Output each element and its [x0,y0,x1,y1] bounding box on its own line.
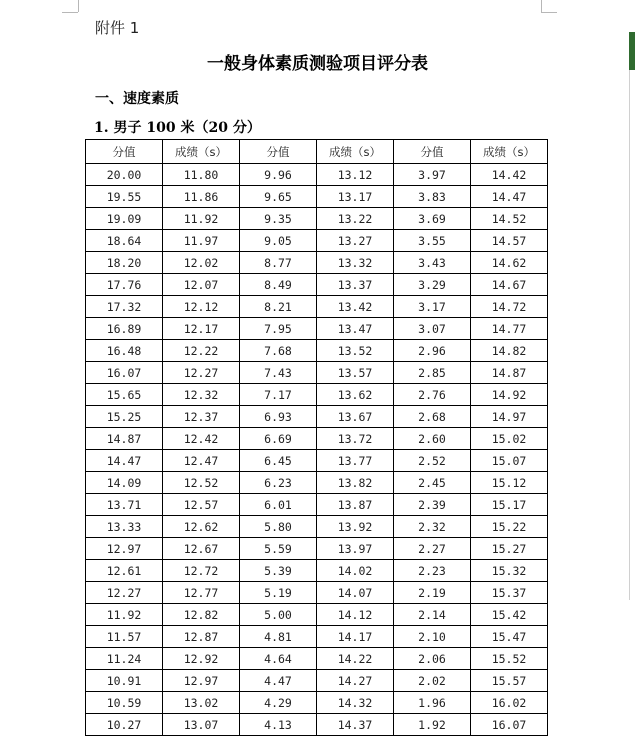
table-cell: 12.12 [163,296,240,318]
table-cell: 6.01 [240,494,317,516]
table-cell: 12.07 [163,274,240,296]
table-cell: 14.32 [317,692,394,714]
table-cell: 2.10 [394,626,471,648]
table-cell: 2.27 [394,538,471,560]
table-cell: 2.19 [394,582,471,604]
table-cell: 2.85 [394,362,471,384]
table-cell: 5.80 [240,516,317,538]
table-row [86,384,548,406]
section-heading: 一、速度素质 [95,91,179,107]
table-cell: 15.65 [86,384,163,406]
table-cell: 14.82 [471,340,548,362]
table-cell: 13.22 [317,208,394,230]
table-cell: 2.45 [394,472,471,494]
table-cell: 14.87 [86,428,163,450]
table-cell: 15.52 [471,648,548,670]
table-cell: 4.13 [240,714,317,736]
table-cell: 4.47 [240,670,317,692]
table-row [86,516,548,538]
table-cell: 15.27 [471,538,548,560]
table-cell: 2.60 [394,428,471,450]
table-cell: 2.68 [394,406,471,428]
column-header: 分值 [394,140,471,164]
table-cell: 14.42 [471,164,548,186]
table-cell: 16.89 [86,318,163,340]
table-cell: 10.59 [86,692,163,714]
subsection-heading: 1. 男子 100 米（20 分） [94,120,261,136]
table-cell: 12.67 [163,538,240,560]
table-cell: 13.92 [317,516,394,538]
table-cell: 12.52 [163,472,240,494]
table-cell: 12.92 [163,648,240,670]
page-edge-divider [629,70,630,600]
table-cell: 14.72 [471,296,548,318]
table-cell: 16.48 [86,340,163,362]
table-cell: 3.97 [394,164,471,186]
table-row [86,604,548,626]
table-cell: 2.76 [394,384,471,406]
table-cell: 2.06 [394,648,471,670]
table-cell: 7.68 [240,340,317,362]
table-cell: 12.02 [163,252,240,274]
table-cell: 15.22 [471,516,548,538]
table-row [86,692,548,714]
table-cell: 7.17 [240,384,317,406]
table-cell: 5.19 [240,582,317,604]
table-cell: 13.27 [317,230,394,252]
table-cell: 17.32 [86,296,163,318]
table-cell: 14.12 [317,604,394,626]
table-cell: 12.72 [163,560,240,582]
table-cell: 14.97 [471,406,548,428]
table-cell: 6.23 [240,472,317,494]
table-cell: 2.32 [394,516,471,538]
table-cell: 13.62 [317,384,394,406]
table-cell: 13.87 [317,494,394,516]
table-cell: 13.97 [317,538,394,560]
table-cell: 14.17 [317,626,394,648]
table-cell: 20.00 [86,164,163,186]
table-cell: 5.39 [240,560,317,582]
table-cell: 15.57 [471,670,548,692]
table-cell: 15.37 [471,582,548,604]
table-row [86,406,548,428]
attachment-label: 附件 1 [95,19,140,37]
crop-mark-top-right [541,12,557,13]
table-row [86,714,548,736]
table-cell: 12.57 [163,494,240,516]
table-cell: 3.29 [394,274,471,296]
table-row [86,230,548,252]
column-header: 分值 [240,140,317,164]
table-cell: 6.93 [240,406,317,428]
table-cell: 13.82 [317,472,394,494]
table-cell: 12.32 [163,384,240,406]
table-cell: 15.32 [471,560,548,582]
table-cell: 13.72 [317,428,394,450]
table-row [86,582,548,604]
crop-mark-top-right [541,0,542,12]
table-cell: 2.02 [394,670,471,692]
table-cell: 16.07 [86,362,163,384]
table-cell: 14.09 [86,472,163,494]
table-cell: 13.12 [317,164,394,186]
table-cell: 9.65 [240,186,317,208]
table-cell: 1.96 [394,692,471,714]
table-cell: 2.39 [394,494,471,516]
table-cell: 11.24 [86,648,163,670]
crop-mark-top-left [62,12,78,13]
table-cell: 18.64 [86,230,163,252]
table-cell: 15.25 [86,406,163,428]
table-row [86,472,548,494]
table-cell: 11.86 [163,186,240,208]
table-cell: 12.27 [86,582,163,604]
table-cell: 12.62 [163,516,240,538]
table-cell: 2.52 [394,450,471,472]
table-cell: 15.17 [471,494,548,516]
table-row [86,494,548,516]
table-row [86,252,548,274]
table-cell: 7.43 [240,362,317,384]
table-cell: 3.43 [394,252,471,274]
table-cell: 5.59 [240,538,317,560]
table-header-row [86,140,548,164]
table-cell: 12.27 [163,362,240,384]
table-cell: 14.62 [471,252,548,274]
table-row [86,318,548,340]
table-cell: 14.67 [471,274,548,296]
table-cell: 13.32 [317,252,394,274]
table-cell: 13.07 [163,714,240,736]
table-cell: 14.92 [471,384,548,406]
table-cell: 15.07 [471,450,548,472]
table-cell: 11.80 [163,164,240,186]
table-cell: 13.02 [163,692,240,714]
table-cell: 11.92 [86,604,163,626]
table-cell: 4.81 [240,626,317,648]
table-cell: 13.52 [317,340,394,362]
table-cell: 10.91 [86,670,163,692]
column-header: 分值 [86,140,163,164]
table-cell: 2.96 [394,340,471,362]
table-cell: 13.17 [317,186,394,208]
table-cell: 8.77 [240,252,317,274]
table-cell: 14.52 [471,208,548,230]
table-cell: 13.77 [317,450,394,472]
table-row [86,186,548,208]
table-cell: 12.77 [163,582,240,604]
table-cell: 12.22 [163,340,240,362]
table-cell: 7.95 [240,318,317,340]
table-cell: 17.76 [86,274,163,296]
column-header: 成绩（s） [317,140,394,164]
table-cell: 12.37 [163,406,240,428]
table-cell: 13.33 [86,516,163,538]
table-cell: 13.37 [317,274,394,296]
table-cell: 14.07 [317,582,394,604]
table-cell: 3.83 [394,186,471,208]
table-cell: 3.69 [394,208,471,230]
table-cell: 12.17 [163,318,240,340]
table-cell: 10.27 [86,714,163,736]
table-cell: 12.61 [86,560,163,582]
table-cell: 3.17 [394,296,471,318]
table-cell: 14.47 [471,186,548,208]
table-cell: 12.97 [86,538,163,560]
table-cell: 6.69 [240,428,317,450]
table-cell: 15.42 [471,604,548,626]
table-row [86,670,548,692]
table-cell: 13.42 [317,296,394,318]
table-cell: 19.55 [86,186,163,208]
table-cell: 9.35 [240,208,317,230]
table-row [86,208,548,230]
table-row [86,428,548,450]
table-cell: 4.29 [240,692,317,714]
table-cell: 8.49 [240,274,317,296]
column-header: 成绩（s） [163,140,240,164]
table-cell: 12.47 [163,450,240,472]
table-cell: 11.97 [163,230,240,252]
table-row [86,626,548,648]
table-cell: 2.23 [394,560,471,582]
table-row [86,538,548,560]
table-row [86,340,548,362]
table-cell: 14.27 [317,670,394,692]
table-cell: 12.82 [163,604,240,626]
table-cell: 12.87 [163,626,240,648]
table-cell: 16.02 [471,692,548,714]
table-cell: 14.57 [471,230,548,252]
table-cell: 12.97 [163,670,240,692]
table-row [86,450,548,472]
table-row [86,164,548,186]
table-row [86,274,548,296]
table-cell: 14.47 [86,450,163,472]
table-cell: 13.57 [317,362,394,384]
table-cell: 14.77 [471,318,548,340]
table-cell: 3.07 [394,318,471,340]
score-table [85,139,548,736]
table-cell: 11.92 [163,208,240,230]
table-cell: 13.67 [317,406,394,428]
table-cell: 19.09 [86,208,163,230]
column-header: 成绩（s） [471,140,548,164]
table-row [86,296,548,318]
table-cell: 14.22 [317,648,394,670]
table-cell: 4.64 [240,648,317,670]
table-cell: 8.21 [240,296,317,318]
table-row [86,648,548,670]
table-cell: 6.45 [240,450,317,472]
table-cell: 13.47 [317,318,394,340]
table-cell: 15.02 [471,428,548,450]
table-cell: 1.92 [394,714,471,736]
table-cell: 16.07 [471,714,548,736]
table-cell: 15.12 [471,472,548,494]
table-cell: 12.42 [163,428,240,450]
table-cell: 3.55 [394,230,471,252]
table-cell: 2.14 [394,604,471,626]
table-cell: 14.02 [317,560,394,582]
table-cell: 5.00 [240,604,317,626]
table-cell: 15.47 [471,626,548,648]
page-title: 一般身体素质测验项目评分表 [207,54,428,74]
table-cell: 11.57 [86,626,163,648]
table-cell: 9.05 [240,230,317,252]
table-cell: 14.37 [317,714,394,736]
table-cell: 18.20 [86,252,163,274]
table-row [86,560,548,582]
table-cell: 9.96 [240,164,317,186]
table-row [86,362,548,384]
table-cell: 13.71 [86,494,163,516]
crop-mark-top-left [78,0,79,12]
table-cell: 14.87 [471,362,548,384]
